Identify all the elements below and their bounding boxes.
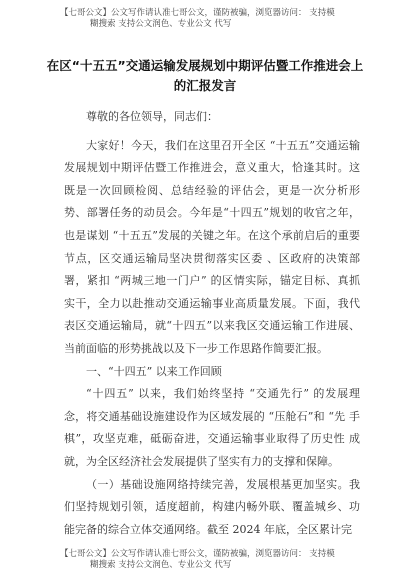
header-watermark-note (60, 8, 390, 30)
paragraph-infrastructure: （一）基础设施网络持续完善，发展根基更加坚实。我 们坚持规划引领，适度超前，构建内畅外联、覆盖城乡、功 能完备的综合立体交通网络。截至 2024 年底，全区累计完 (64, 477, 360, 536)
header-line-2: 糊搜索 支持公文润色、专业公文 代写 (90, 19, 232, 29)
footer-watermark-note (60, 549, 390, 571)
footer-line-2: 糊搜索 支持公文润色、专业公文 代写 (90, 560, 232, 570)
footer-line-1: 【七哥公文】公文写作请认准七哥公文，谨防被骗，浏览器访问： 支持模 (60, 549, 335, 559)
section-heading-1: 一、“十四五” 以来工作回顾 (86, 364, 222, 378)
paragraph-intro: 大家好！今天，我们在这里召开全区 “十五五”交通运输发展规划中期评估暨工作推进会，意义重大，恰逢其时。这既是一次回顾检阅、总结经验的评估会，更是一次分析形势、部署任务的动员会。今年是“十四五”规划的收官之年，也是谋划 “十五五”发展的关键之年。在这个承前启后的重要节点，区交通运输局坚决贯彻落实区委 、区政府的决策部署，紧扣 “两城三地一门户” 的区情实际，锚定目标、真抓 实干，全力以赴推动交通运输事业高质量发展。下面，我代 表区交通运输局，就“十四五”以来我区交通运输工作进展、 当前面临的形势挑战以及下一步工作思路作简要汇报。 (64, 138, 360, 355)
paragraph-review: “十四五” 以来，我们始终坚持 “交通先行” 的发展理 念，将交通基础设施建设作为区域发展的 “压舱石”和 “先 手棋”，攻坚克难，砥砺奋进，交通运输事业取得了历史性 成就，为全区经济社会发展提供了坚实有力的支撑和保障。 (64, 387, 360, 468)
header-line-1: 【七哥公文】公文写作请认准七哥公文，谨防被骗，浏览器访问： 支持模 (60, 8, 335, 18)
document-title (40, 56, 370, 96)
document-body (64, 106, 360, 541)
title-line-2: 的汇报发言 (173, 78, 237, 93)
title-line-1: 在区“十五五”交通运输发展规划中期评估暨工作推进会上 (46, 58, 364, 73)
greeting: 尊敬的各位领导，同志们： (86, 110, 218, 123)
